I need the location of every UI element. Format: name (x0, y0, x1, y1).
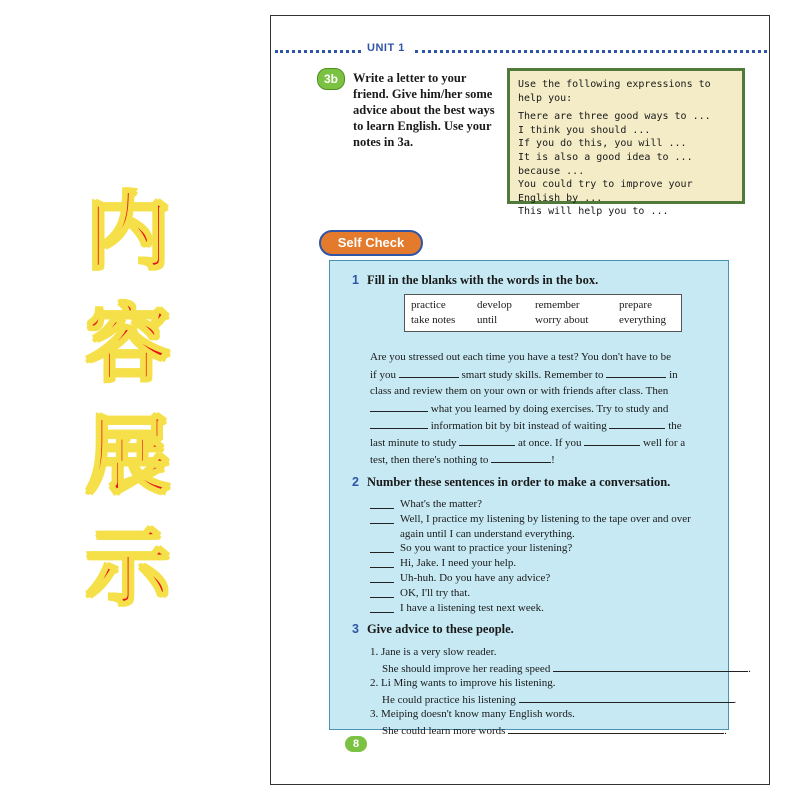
expression-item: It is also a good idea to ... because ... (518, 151, 693, 177)
advice-answer: She could learn more words . (370, 722, 720, 739)
promo-char-1: 内 (85, 183, 170, 281)
expression-item: There are three good ways to ... (518, 111, 711, 123)
header-dots-left (275, 50, 361, 53)
unit-header (271, 44, 771, 58)
paragraph-line (370, 451, 720, 468)
expression-item: This will help you to ... (518, 206, 669, 218)
unit-label: UNIT 1 (367, 42, 405, 54)
conversation-item-continued (370, 527, 720, 542)
advice-answer: He could practice his listening . (370, 691, 720, 708)
answer-blank[interactable] (370, 417, 428, 429)
promo-char-4: 示 (85, 519, 170, 617)
conversation-text: Well, I practice my listening by listening to the tape over and over (400, 512, 691, 525)
advice-prompt: He could practice his listening (382, 693, 516, 706)
paragraph-text: ! (551, 454, 555, 466)
advice-question: 1. Jane is a very slow reader. (370, 646, 497, 658)
order-blank[interactable] (370, 512, 394, 524)
conversation-text: So you want to practice your listening? (400, 542, 573, 555)
paragraph-line (370, 349, 720, 366)
advice-list (370, 645, 751, 739)
section-3-text: Give advice to these people. (366, 622, 514, 636)
order-blank[interactable] (370, 497, 394, 509)
paragraph-text: Are you stressed out each time you have a test? You don't have to be (370, 351, 672, 363)
conversation-item (370, 556, 720, 571)
paragraph-line (370, 383, 720, 400)
book-page (270, 15, 770, 785)
answer-blank[interactable] (609, 417, 665, 429)
paragraph-text: if you (370, 369, 399, 381)
conversation-list (370, 497, 720, 615)
word-box-item: take notes (411, 314, 456, 326)
conversation-text: I have a listening test next week. (400, 601, 544, 614)
task-3b-instruction: Write a letter to your friend. Give him/her some advice about the best ways to learn English. Use your notes in 3a. (353, 71, 495, 149)
word-box-item: everything (619, 314, 667, 326)
order-blank[interactable] (370, 571, 394, 583)
order-blank[interactable] (370, 586, 394, 598)
conversation-text: again until I can understand everything. (400, 527, 575, 540)
promo-char-3: 展 (85, 407, 170, 505)
conversation-item (370, 601, 720, 616)
word-box (404, 294, 682, 332)
expressions-heading: Use the following expressions to help you: (518, 79, 711, 104)
conversation-text: What's the matter? (400, 498, 483, 510)
word-box-item: prepare (619, 299, 652, 311)
conversation-text: OK, I'll try that. (400, 586, 471, 599)
promo-caption (78, 180, 178, 620)
task-3b-badge: 3b (317, 68, 345, 90)
conversation-item (370, 586, 720, 601)
answer-blank[interactable] (370, 400, 428, 412)
word-box-item: remember (535, 299, 580, 311)
paragraph-text: test, then there's nothing to (370, 454, 492, 466)
paragraph-text: information bit by bit instead of waiting (428, 420, 610, 432)
advice-question: 3. Meiping doesn't know many English words. (370, 708, 575, 721)
expressions-box (507, 68, 745, 218)
paragraph-text: what you learned by doing exercises. Try to study and (428, 403, 669, 415)
answer-blank[interactable] (606, 366, 666, 378)
paragraph-text: class and review them on your own or with friends after class. Then (370, 385, 669, 397)
answer-blank[interactable] (399, 366, 459, 378)
conversation-item (370, 541, 720, 556)
conversation-item (370, 497, 720, 512)
paragraph-text: last minute to study (370, 437, 460, 449)
word-box-item: practice (411, 299, 446, 311)
answer-blank[interactable] (491, 451, 551, 463)
expression-item: I think you should ... (518, 124, 651, 136)
answer-blank[interactable] (584, 434, 640, 446)
paragraph-text: in (666, 369, 678, 381)
self-check-panel (329, 260, 751, 737)
section-1-text: Fill in the blanks with the words in the box. (366, 273, 599, 287)
header-dots-right (415, 50, 767, 53)
conversation-item (370, 512, 720, 527)
paragraph-text: well for a (640, 437, 686, 449)
section-2-title (352, 475, 670, 490)
advice-prompt: She should improve her reading speed (382, 662, 551, 675)
conversation-text: Uh-huh. Do you have any advice? (400, 571, 551, 584)
self-check-label: Self Check (319, 230, 423, 256)
advice-prompt: She could learn more words (382, 724, 506, 737)
section-1-title (352, 273, 598, 288)
answer-blank[interactable] (553, 660, 748, 672)
section-3-number: 3 (352, 622, 359, 636)
word-box-item: worry about (535, 314, 589, 326)
paragraph-line (370, 400, 720, 417)
conversation-text: Hi, Jake. I need your help. (400, 557, 517, 570)
paragraph-text: the (665, 420, 682, 432)
answer-blank[interactable] (459, 434, 515, 446)
section-1-number: 1 (352, 273, 359, 287)
section-2-number: 2 (352, 475, 359, 489)
section-2-text: Number these sentences in order to make a conversation. (366, 475, 671, 489)
advice-answer: She should improve her reading speed . (370, 660, 720, 677)
paragraph-line (370, 366, 720, 383)
word-box-item: develop (477, 299, 512, 311)
word-box-item: until (477, 314, 498, 326)
section-3-title (352, 622, 514, 637)
expression-item: You could try to improve your English by ... (518, 179, 693, 204)
advice-question: 2. Li Ming wants to improve his listening. (370, 677, 556, 690)
paragraph-line (370, 417, 720, 434)
fill-in-paragraph (370, 349, 720, 468)
paragraph-line (370, 434, 720, 451)
conversation-item (370, 571, 720, 586)
order-blank[interactable] (370, 601, 394, 613)
order-blank[interactable] (370, 541, 394, 553)
order-blank[interactable] (370, 556, 394, 568)
answer-blank[interactable] (508, 722, 724, 734)
answer-blank[interactable] (519, 691, 734, 703)
page-number: 8 (345, 736, 367, 752)
promo-char-2: 容 (85, 295, 170, 393)
paragraph-text: smart study skills. Remember to (458, 369, 607, 381)
paragraph-text: at once. If you (515, 437, 585, 449)
expression-item: If you do this, you will ... (518, 138, 687, 150)
